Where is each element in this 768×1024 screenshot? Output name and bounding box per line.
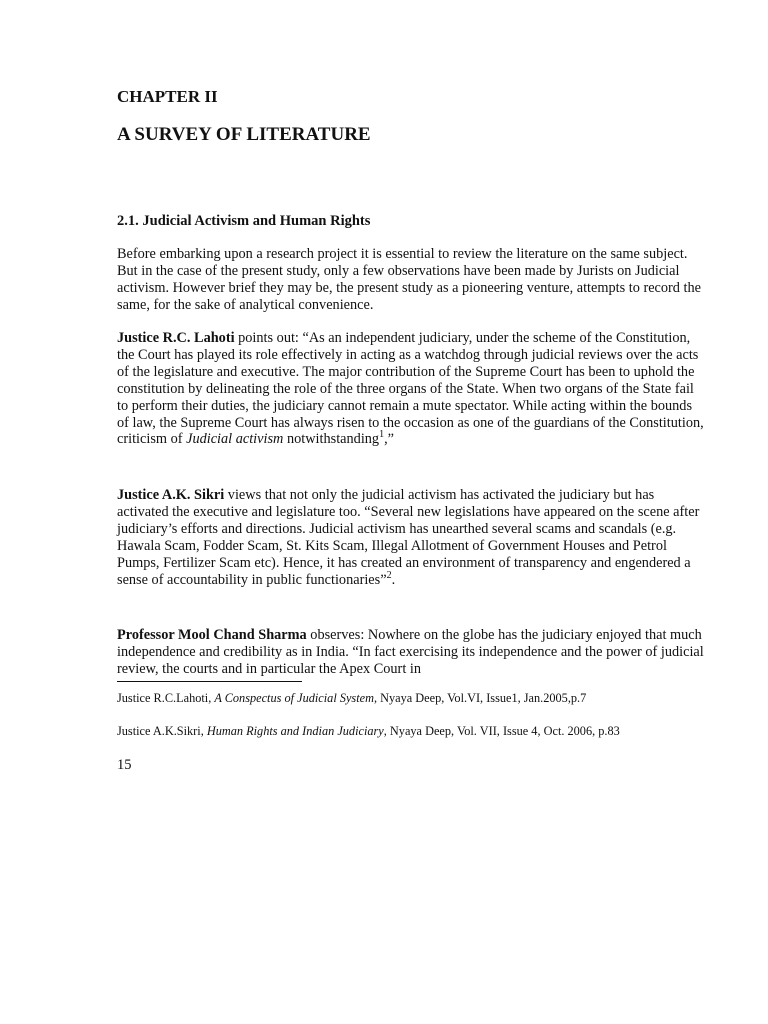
lahoti-paragraph xyxy=(117,330,707,448)
lahoti-name: Justice R.C. Lahoti xyxy=(117,330,235,346)
footnote-1-prefix: Justice R.C.Lahoti, xyxy=(117,691,215,705)
footnote-1 xyxy=(117,691,717,706)
intro-paragraph: Before embarking upon a research project it is essential to review the literature on the same subject. But in the case of the present study, only a few observations have been made by Jurists on Judicial activism. However brief they may be, the present study as a pioneering venture, attempts to record the same, for the sake of analytical convenience. xyxy=(117,246,701,313)
footnote-ref-1: 1 xyxy=(379,429,385,441)
sikri-close: . xyxy=(391,571,396,588)
sikri-text: views that not only the judicial activism has activated the judiciary but has activated the executive and legislature too. “Several new legislations have appeared on the scene after judiciary’s efforts and directions. Judicial activism has unearthed several scams and scandals (e.g. Hawala Scam, Fodder Scam, St. Kits Scam, Illegal Allotment of Government Houses and Petrol Pumps, Fertilizer Scam etc). Hence, it has created an environment of transparency and engendered a sense of accountability in public functionaries” xyxy=(117,487,700,588)
lahoti-tail: notwithstanding xyxy=(283,431,380,448)
footnote-2-suffix: , Nyaya Deep, Vol. VII, Issue 4, Oct. 2006, p.83 xyxy=(383,724,620,738)
footnote-1-title: A Conspectus of Judicial System xyxy=(214,691,374,705)
lahoti-italic-term: Judicial activism xyxy=(186,431,284,448)
footnote-2 xyxy=(117,724,717,739)
footnote-ref-2: 2 xyxy=(386,569,392,581)
sharma-paragraph xyxy=(117,627,707,678)
sharma-name: Professor Mool Chand Sharma xyxy=(117,627,307,643)
sikri-paragraph xyxy=(117,487,707,588)
page-number: 15 xyxy=(117,757,132,773)
lahoti-text: points out: “As an independent judiciary, under the scheme of the Constitution, the Court has played its role effectively in acting as a watchdog through judicial reviews over the acts of the legislature and executive. The major contribution of the Supreme Court has been to uphold the constitution by delineating the role of the three organs of the State. When two organs of the State fail to perform their duties, the judiciary cannot remain a mute spectator. While acting within the bounds of law, the Supreme Court has always risen to the occasion as one of the guardians of the Constitution, criticism of xyxy=(117,330,704,448)
footnote-2-title: Human Rights and Indian Judiciary xyxy=(206,724,384,738)
footnote-2-prefix: Justice A.K.Sikri, xyxy=(117,724,207,738)
sikri-name: Justice A.K. Sikri xyxy=(117,487,225,503)
footnote-1-suffix: , Nyaya Deep, Vol.VI, Issue1, Jan.2005,p.7 xyxy=(373,691,587,705)
lahoti-close: ,” xyxy=(384,431,395,448)
section-heading: 2.1. Judicial Activism and Human Rights xyxy=(117,213,371,229)
chapter-label: CHAPTER II xyxy=(117,87,218,106)
footnote-separator xyxy=(117,681,302,682)
chapter-title: A SURVEY OF LITERATURE xyxy=(117,124,371,145)
sharma-text: observes: Nowhere on the globe has the judiciary enjoyed that much independence and credibility as in India. “In fact exercising its independence and the power of judicial review, the courts and in particular the Apex Court in xyxy=(117,627,704,677)
